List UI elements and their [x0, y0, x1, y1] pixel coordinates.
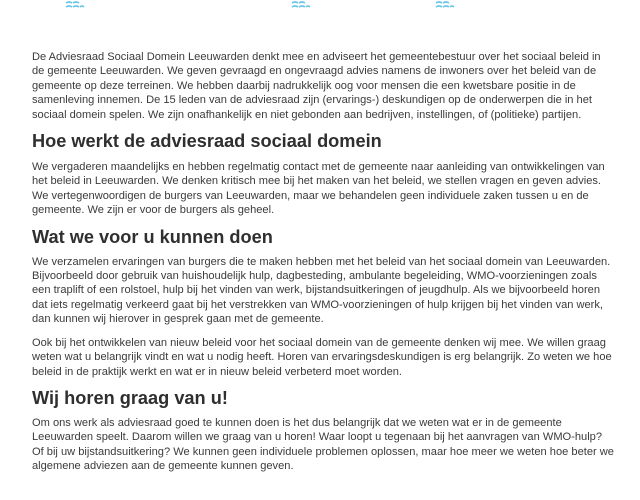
section-heading-how-it-works: Hoe werkt de adviesraad sociaal domein [32, 131, 382, 152]
section-paragraph: Ook bij het ontwikkelen van nieuw beleid voor het sociaal domein van de gemeente denken wij mee. We willen graag weten wat u belangrijk vindt en wat u nodig heeft. Horen van ervaringsdeskundigen is erg belangrijk. Zo weten we hoe beleid in de praktijk werkt en wat er in nieuw beleid verbeterd moet worden. [32, 336, 612, 378]
main-content [32, 50, 614, 474]
section-paragraph: We vergaderen maandelijks en hebben regelmatig contact met de gemeente naar aanleiding van ontwikkelingen van het beleid in Leeuwarden. We denken kritisch mee bij het maken van het beleid, we stellen vragen en geven advies. We vertegenwoordigen de burgers van Leeuwarden, maar we behandelen geen individuele zaken tussen u en de gemeente. We zijn er voor de burgers als geheel. [32, 161, 605, 217]
intro-paragraph: De Adviesraad Sociaal Domein Leeuwarden denkt mee en adviseert het gemeentebestuur over het sociaal beleid in de gemeente Leeuwarden. We geven gevraagd en ongevraagd advies namens de inwoners over het beleid van de gemeente op deze terreinen. We hebben daarbij nadrukkelijk oog voor mensen die een kwetsbare positie in de samenleving innemen. De 15 leden van de adviesraad zijn (ervarings-) deskundigen op de onderwerpen die in het sociaal domein spelen. We zijn onafhankelijk en niet gebonden aan bedrijven, instellingen, of (politieke) partijen. [32, 51, 601, 121]
people-icon [64, 0, 86, 10]
section-paragraph: Om ons werk als adviesraad goed te kunnen doen is het dus belangrijk dat we weten wat er in de gemeente Leeuwarden speelt. Daarom willen we graag van u horen! Waar loopt u tegenaan bij het aanvragen van WMO-hulp? Of bij uw bijstandsuitkering? We kunnen geen individuele problemen oplossen, maar hoe meer we weten hoe beter we algemene adviezen aan de gemeente kunnen geven. [32, 416, 614, 473]
section-heading-contact-us: Wij horen graag van u! [32, 387, 228, 408]
people-icon [434, 0, 456, 10]
section-heading-what-we-do: Wat we voor u kunnen doen [32, 226, 273, 247]
section-paragraph: We verzamelen ervaringen van burgers die te maken hebben met het beleid van het sociaal domein van Leeuwarden. Bijvoorbeeld door gebruik van huishoudelijk hulp, dagbesteding, ambulante begeleiding, WMO-voorzieningen zoals een traplift of een rolstoel, hulp bij het vinden van werk, bijstandsuitkeringen of jeugdhulp. Als we bijvoorbeeld horen dat iets regelmatig verkeerd gaat bij het verstrekken van WMO-voorzieningen of hulp krijgen bij het vinden van werk, dan kunnen wij hierover in gesprek gaan met de gemeente. [32, 255, 611, 326]
header-decoration-strip [0, 0, 640, 14]
people-icon [290, 0, 312, 10]
